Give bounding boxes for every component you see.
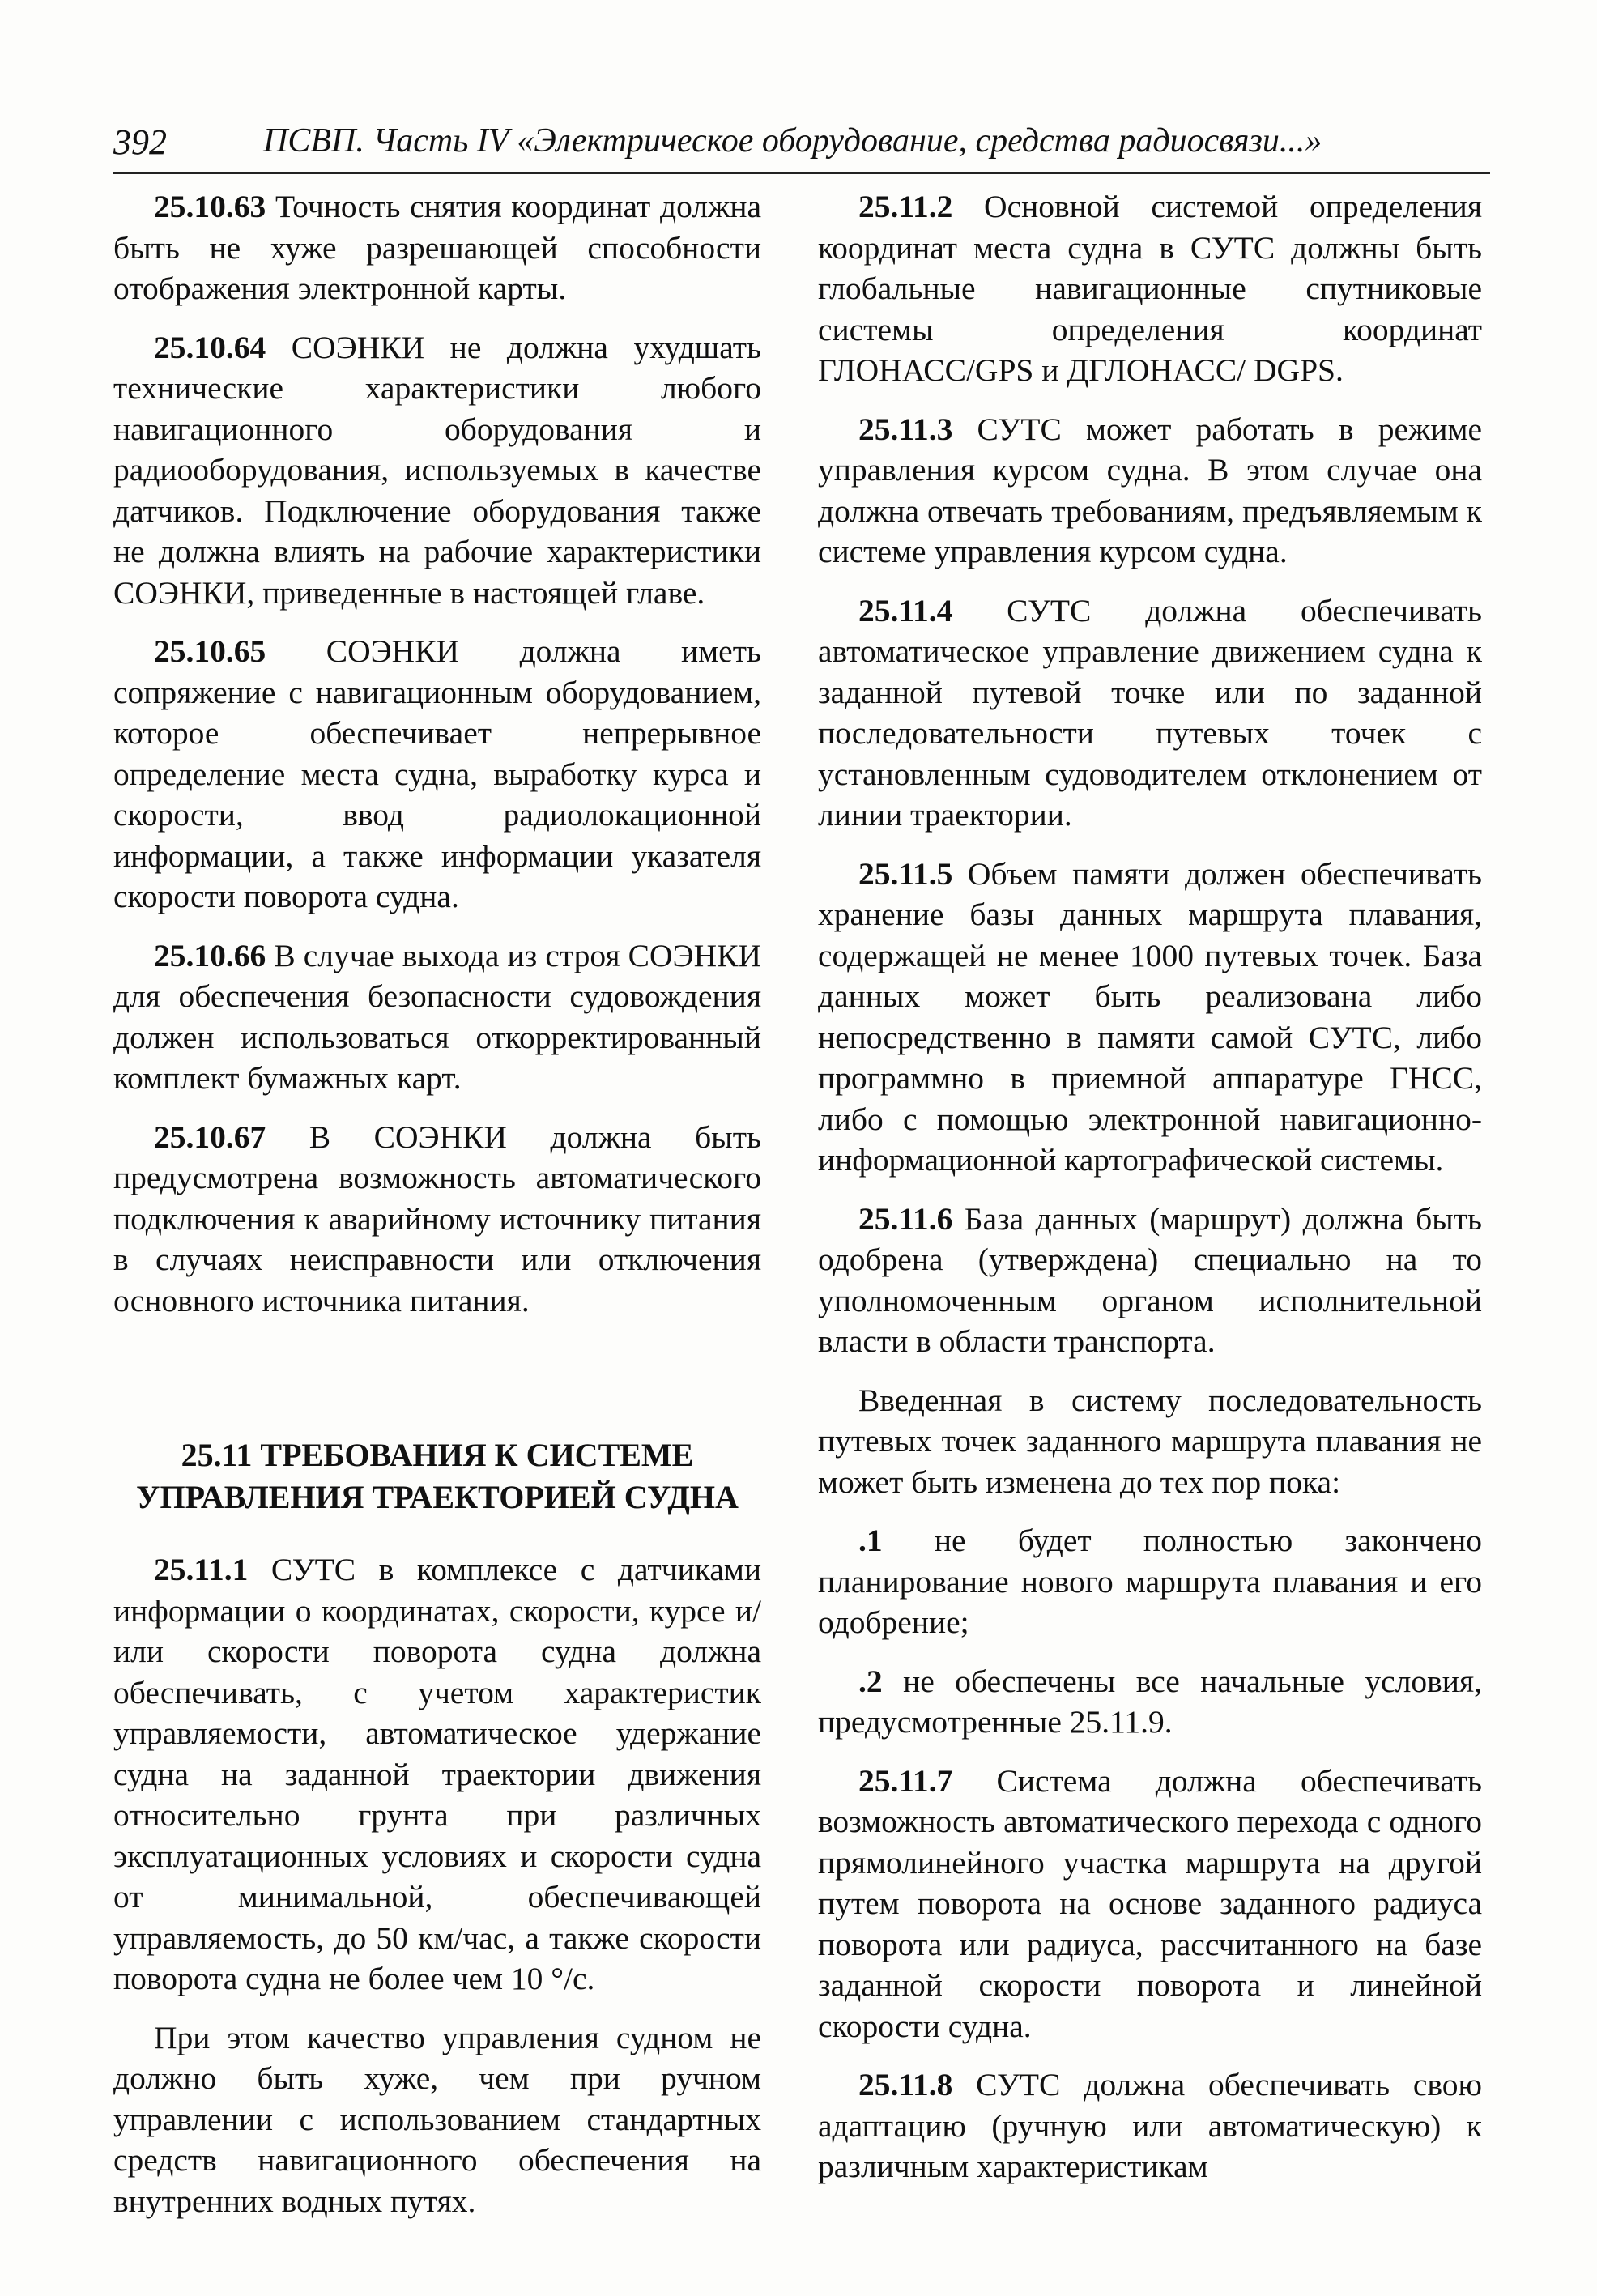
clause-text: Основной системой определения координат места судна в СУТС должны быть глобальные навигационные спутниковые системы определения координат ГЛОНАСС/GPS и ДГЛОНАСС/ DGPS. <box>818 189 1482 388</box>
list-item-text: не будет полностью закончено планирование нового маршрута плавания и его одобрение; <box>818 1523 1482 1640</box>
clause-text: СОЭНКИ должна иметь сопряжение с навигационным оборудованием, которое обеспечивает непрерывное определение места судна, выработку курса и скорости, ввод радиолокационной информации, а также информации указателя скорости поворота судна. <box>113 633 761 914</box>
clause-number: 25.10.64 <box>154 329 266 365</box>
clause-text: Точность снятия координат должна быть не хуже разрешающей способности отображения электронной карты. <box>113 189 761 306</box>
clause-text: База данных (маршрут) должна быть одобрена (утверждена) специально на то уполномоченным органом исполнительной власти в области транспорта. <box>818 1200 1482 1359</box>
list-item-text: не обеспечены все начальные условия, предусмотренные 25.11.9. <box>818 1663 1482 1740</box>
list-item-2 <box>818 1661 1482 1743</box>
paragraph-25-11-1-continued: При этом качество управления судном не должно быть хуже, чем при ручном управлении с использованием стандартных средств навигационного обеспечения на внутренних водных путях. <box>113 2019 761 2219</box>
clause-number: 25.11.3 <box>858 411 953 447</box>
clause-number: 25.10.63 <box>154 189 266 224</box>
clause-number: 25.11.2 <box>858 189 953 224</box>
clause-text: СОЭНКИ не должна ухудшать технические характеристики любого навигационного оборудования и радиооборудования, используемых в качестве датчиков. Подключение оборудования также не должна влиять на рабочие характеристики СОЭНКИ, приведенные в настоящей главе. <box>113 329 761 611</box>
clause-number: 25.11.5 <box>858 855 953 892</box>
clause-number: 25.10.67 <box>154 1118 266 1155</box>
clause-text: СУТС должна обеспечивать свою адаптацию (ручную или автоматическую) к различным характеристикам <box>818 2067 1482 2184</box>
paragraph-25-11-2 <box>818 186 1482 391</box>
clause-text: СУТС должна обеспечивать автоматическое управление движением судна к заданной путевой точке или по заданной последовательности путевых точек с установленным судоводителем отклонением от линии траектории. <box>818 592 1482 833</box>
paragraph-25-11-5 <box>818 854 1482 1181</box>
paragraph-25-11-6 <box>818 1199 1482 1362</box>
clause-number: 25.11.7 <box>858 1762 953 1799</box>
running-header <box>113 121 1490 170</box>
paragraph-25-11-1 <box>113 1549 761 2000</box>
clause-number: 25.11.1 <box>154 1552 249 1587</box>
list-item-1 <box>818 1520 1482 1643</box>
list-item-number: .1 <box>858 1523 883 1558</box>
paragraph-25-10-64 <box>113 327 761 614</box>
paragraph-25-10-67 <box>113 1117 761 1322</box>
clause-text: В СОЭНКИ должна быть предусмотрена возможность автоматического подключения к аварийному источнику питания в случаях неисправности или отключения основного источника питания. <box>113 1118 761 1318</box>
paragraph-25-10-63 <box>113 186 761 309</box>
page-number: 392 <box>113 122 167 162</box>
paragraph-25-11-4 <box>818 590 1482 836</box>
section-heading-line: 25.11 ТРЕБОВАНИЯ К СИСТЕМЕ <box>181 1437 694 1473</box>
paragraph-25-11-3 <box>818 409 1482 573</box>
clause-number: 25.11.4 <box>858 592 953 628</box>
section-heading-25-11 <box>113 1434 761 1519</box>
clause-number: 25.11.6 <box>858 1200 953 1237</box>
paragraph-25-10-65 <box>113 631 761 918</box>
left-column <box>113 186 761 2239</box>
clause-number: 25.11.8 <box>858 2067 953 2102</box>
running-title: ПСВП. Часть IV «Электрическое оборудование, средства радиосвязи...» <box>263 122 1322 160</box>
clause-text: Объем памяти должен обеспечивать хранение базы данных маршрута плавания, содержащей не менее 1000 путевых точек. База данных может быть реализована либо непосредственно в памяти самой СУТС, либо программно в приемной аппаратуре ГНСС, либо с помощью электронной навигационно-информационной картографической системы. <box>818 855 1482 1178</box>
clause-text: СУТС в комплексе с датчиками информации о координатах, скорости, курсе и/или скорости поворота судна должна обеспечивать, с учетом характеристик управляемости, автоматическое удержание судна на заданной траектории движения относительно грунта при различных эксплуатационных условиях и скорости судна от минимальной, обеспечивающей управляемость, до 50 км/час, а также скорости поворота судна не более чем 10 °/с. <box>113 1552 761 1996</box>
clause-text: В случае выхода из строя СОЭНКИ для обеспечения безопасности судовождения должен использоваться откорректированный комплект бумажных карт. <box>113 937 761 1096</box>
clause-number: 25.10.66 <box>154 937 266 973</box>
paragraph-25-11-7 <box>818 1761 1482 2047</box>
clause-text: СУТС может работать в режиме управления курсом судна. В этом случае она должна отвечать требованиям, предъявляемым к системе управления курсом судна. <box>818 411 1482 569</box>
clause-number: 25.10.65 <box>154 633 266 669</box>
right-column <box>818 186 1482 2205</box>
clause-text: Система должна обеспечивать возможность автоматического перехода с одного прямолинейного участка маршрута на другой путем поворота на основе заданного радиуса поворота или радиуса, рассчитанного на базе заданной скорости поворота и линейной скорости судна. <box>818 1762 1482 2044</box>
paragraph-25-10-66 <box>113 935 761 1099</box>
list-item-number: .2 <box>858 1663 883 1699</box>
paragraph-25-11-6-continued: Введенная в систему последовательность путевых точек заданного маршрута плавания не может быть изменена до тех пор пока: <box>818 1382 1482 1500</box>
header-rule <box>113 172 1490 174</box>
paragraph-25-11-8 <box>818 2064 1482 2187</box>
section-heading-line: УПРАВЛЕНИЯ ТРАЕКТОРИЕЙ СУДНА <box>136 1479 739 1515</box>
